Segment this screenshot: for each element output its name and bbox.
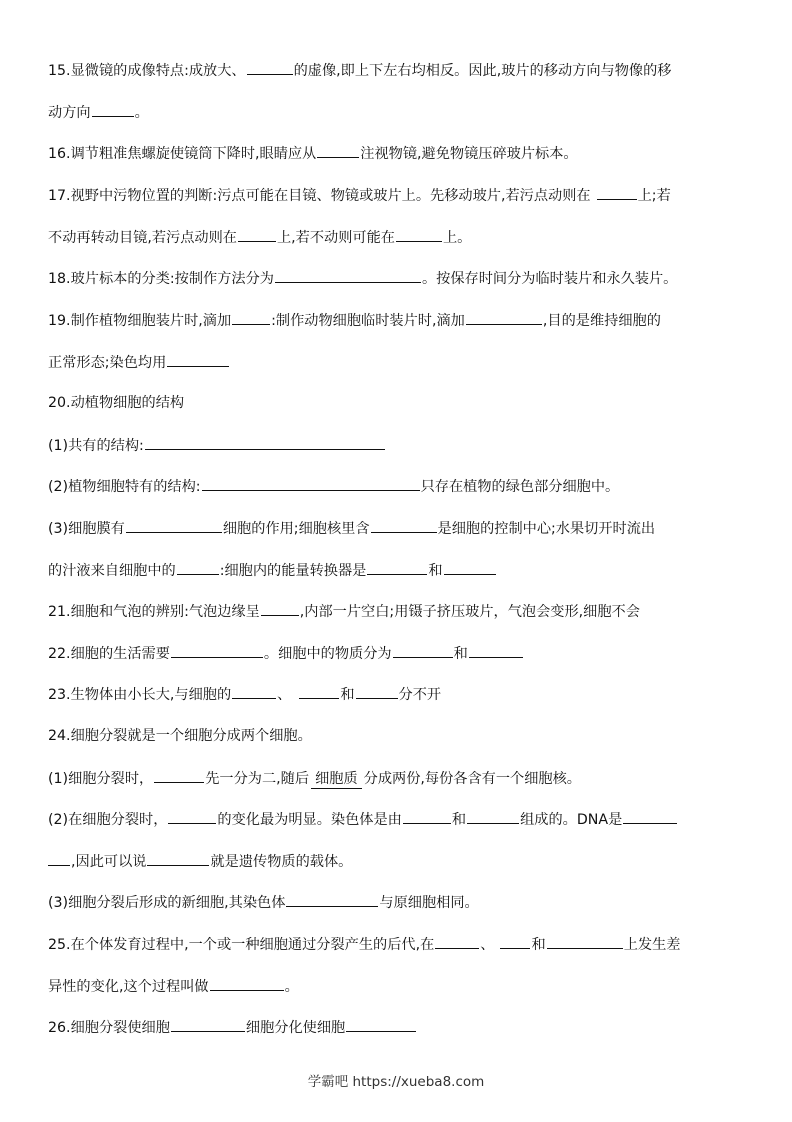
text: 和 xyxy=(451,812,467,828)
question-25-line-2 xyxy=(48,976,748,997)
answer-blank[interactable] xyxy=(232,684,276,699)
question-17-line-1 xyxy=(48,185,748,206)
answer-blank[interactable] xyxy=(286,892,378,907)
answer-blank[interactable] xyxy=(396,227,442,242)
answer-blank[interactable] xyxy=(547,934,623,949)
text: 和 xyxy=(453,646,468,662)
text: 的虚像,即上下左右均相反。因此,玻片的移动方向与物像的移 xyxy=(293,63,672,79)
text: 组成的。DNA是 xyxy=(520,812,623,828)
answer-blank[interactable] xyxy=(168,809,216,824)
question-22 xyxy=(48,643,748,664)
text: 。 xyxy=(134,105,149,121)
question-19-line-2 xyxy=(48,352,748,373)
answer-blank[interactable] xyxy=(171,643,263,658)
text: 正常形态;染色均用 xyxy=(48,355,167,371)
question-20-3-line-1 xyxy=(48,518,748,539)
answer-blank[interactable] xyxy=(247,60,293,75)
answer-blank[interactable] xyxy=(500,934,530,949)
text: (3)细胞分裂后形成的新细胞,其染色体 xyxy=(48,895,286,911)
answer-blank[interactable] xyxy=(403,809,451,824)
text: :制作动物细胞临时装片时,滴加 xyxy=(271,313,465,329)
text: (1)共有的结构: xyxy=(48,438,144,454)
question-15-line-1 xyxy=(48,60,748,81)
text: 上;若 xyxy=(637,188,671,204)
text: (3)细胞膜有 xyxy=(48,521,125,537)
answer-blank[interactable] xyxy=(367,560,427,575)
answer-blank[interactable] xyxy=(177,560,219,575)
answer-blank[interactable] xyxy=(145,435,385,450)
text: ,目的是维持细胞的 xyxy=(542,313,661,329)
text: 18.玻片标本的分类:按制作方法分为 xyxy=(48,271,274,287)
text: 的变化最为明显。染色体是由 xyxy=(217,812,402,828)
text: 21.细胞和气泡的辨别:气泡边缘呈 xyxy=(48,604,260,620)
answer-blank[interactable] xyxy=(202,476,420,491)
answer-blank[interactable] xyxy=(469,643,523,658)
text: 的汁液来自细胞中的 xyxy=(48,563,176,579)
text: 不动再转动目镜,若污点动则在 xyxy=(48,230,237,246)
answer-blank[interactable] xyxy=(167,352,229,367)
text: 动方向 xyxy=(48,105,91,121)
text: 23.生物体由小长大,与细胞的 xyxy=(48,687,232,703)
text: 24.细胞分裂就是一个细胞分成两个细胞。 xyxy=(48,728,312,744)
text: 和 xyxy=(428,563,443,579)
text: (2)植物细胞特有的结构: xyxy=(48,479,201,495)
text: 16.调节粗准焦螺旋使镜筒下降时,眼睛应从 xyxy=(48,146,317,162)
question-16 xyxy=(48,143,748,164)
text: 与原细胞相同。 xyxy=(379,895,479,911)
answer-blank[interactable] xyxy=(623,809,677,824)
text: 19.制作植物细胞装片时,滴加 xyxy=(48,313,232,329)
text: 分不开 xyxy=(398,687,442,703)
text: ,因此可以说 xyxy=(71,854,147,870)
question-24-2-line-2 xyxy=(48,851,748,872)
answer-blank[interactable] xyxy=(171,1017,245,1032)
question-17-line-2 xyxy=(48,227,748,248)
text: 上发生差 xyxy=(623,937,681,953)
answer-blank[interactable] xyxy=(275,268,421,283)
answer-blank[interactable] xyxy=(299,684,339,699)
question-18 xyxy=(48,268,748,289)
text: 25.在个体发育过程中,一个或一种细胞通过分裂产生的后代,在 xyxy=(48,937,435,953)
answer-blank[interactable] xyxy=(435,934,479,949)
text: 15.显微镜的成像特点:成放大、 xyxy=(48,63,246,79)
text: 上,若不动则可能在 xyxy=(276,230,395,246)
filled-answer: 细胞质 xyxy=(311,771,362,789)
question-25-line-1 xyxy=(48,934,748,955)
text: (2)在细胞分裂时， xyxy=(48,812,168,828)
question-23 xyxy=(48,684,748,705)
text: 。细胞中的物质分为 xyxy=(263,646,392,662)
answer-blank[interactable] xyxy=(466,310,542,325)
text: 和 xyxy=(340,687,355,703)
question-24-title xyxy=(48,726,748,746)
answer-blank[interactable] xyxy=(597,185,637,200)
text: 细胞的作用;细胞核里含 xyxy=(222,521,370,537)
text: 异性的变化,这个过程叫做 xyxy=(48,979,209,995)
answer-blank[interactable] xyxy=(48,851,70,866)
text: 26.细胞分裂使细胞 xyxy=(48,1020,170,1036)
question-20-1 xyxy=(48,435,748,456)
question-19-line-1 xyxy=(48,310,748,331)
question-26 xyxy=(48,1017,748,1038)
text: 细胞分化使细胞 xyxy=(245,1020,346,1036)
answer-blank[interactable] xyxy=(92,102,134,117)
answer-blank[interactable] xyxy=(444,560,496,575)
answer-blank[interactable] xyxy=(317,143,359,158)
page-footer-watermark: 学霸吧 https://xueba8.com xyxy=(307,1074,485,1090)
text: 。按保存时间分为临时装片和永久装片。 xyxy=(421,271,678,287)
answer-blank[interactable] xyxy=(261,601,299,616)
question-24-1 xyxy=(48,768,748,789)
question-24-2-line-1 xyxy=(48,809,748,830)
text: 是细胞的控制中心;水果切开时流出 xyxy=(437,521,656,537)
text: 注视物镜,避免物镜压碎玻片标本。 xyxy=(360,146,578,162)
question-15-line-2 xyxy=(48,102,748,123)
answer-blank[interactable] xyxy=(346,1017,416,1032)
question-24-3 xyxy=(48,892,748,913)
answer-blank[interactable] xyxy=(467,809,519,824)
answer-blank[interactable] xyxy=(126,518,222,533)
text: 只存在植物的绿色部分细胞中。 xyxy=(420,479,620,495)
question-20-3-line-2 xyxy=(48,560,748,581)
text: 和 xyxy=(531,937,546,953)
text: 。 xyxy=(284,979,299,995)
text: 、 xyxy=(277,687,292,703)
text: :细胞内的能量转换器是 xyxy=(219,563,367,579)
answer-blank[interactable] xyxy=(371,518,437,533)
answer-blank[interactable] xyxy=(393,643,453,658)
text: 20.动植物细胞的结构 xyxy=(48,395,185,411)
text: 、 xyxy=(480,937,495,953)
text: 上。 xyxy=(442,230,472,246)
answer-blank[interactable] xyxy=(238,227,276,242)
text: 先一分为二,随后 xyxy=(205,771,310,787)
question-21 xyxy=(48,601,748,622)
answer-blank[interactable] xyxy=(210,976,284,991)
question-20-2 xyxy=(48,476,748,497)
text: (1)细胞分裂时， xyxy=(48,771,154,787)
text: 17.视野中污物位置的判断:污点可能在目镜、物镜或玻片上。先移动玻片,若污点动则在 xyxy=(48,188,591,204)
text: 就是遗传物质的载体。 xyxy=(210,854,353,870)
answer-blank[interactable] xyxy=(356,684,398,699)
text: ,内部一片空白;用镊子挤压玻片，气泡会变形,细胞不会 xyxy=(299,604,640,620)
answer-blank[interactable] xyxy=(147,851,209,866)
answer-blank[interactable] xyxy=(232,310,270,325)
question-20-title xyxy=(48,393,748,413)
text: 分成两份,每份各含有一个细胞核。 xyxy=(363,771,581,787)
answer-blank[interactable] xyxy=(154,768,204,783)
text: 22.细胞的生活需要 xyxy=(48,646,170,662)
